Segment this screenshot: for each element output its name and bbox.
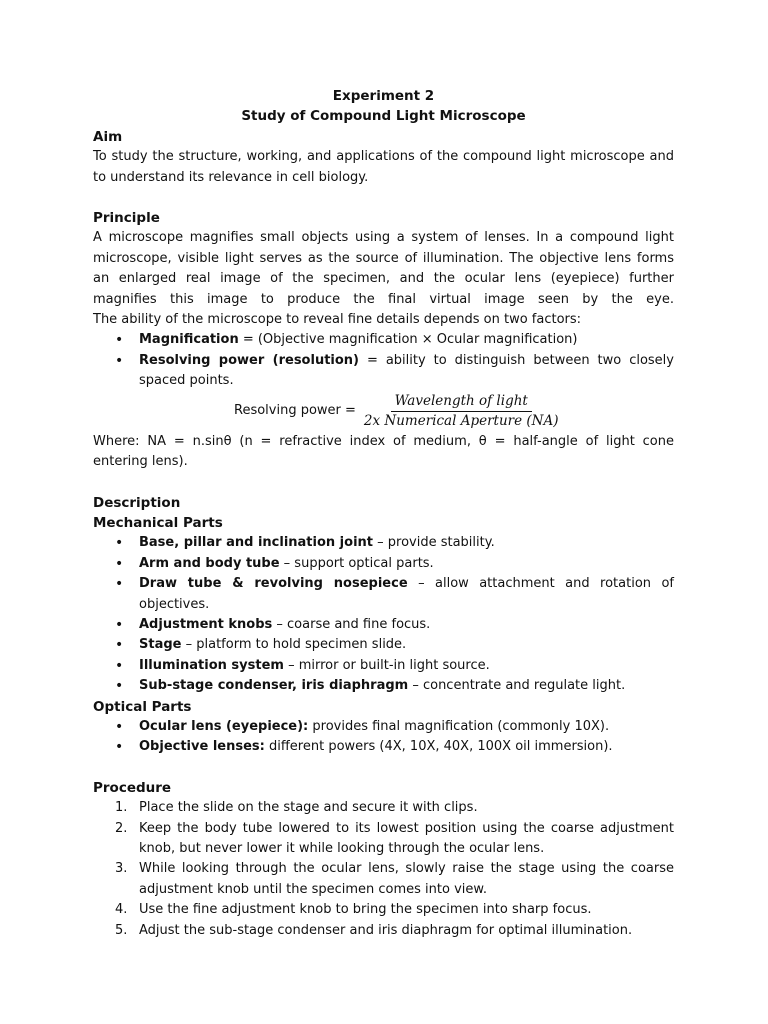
factor-term: Resolving power (resolution): [139, 352, 359, 368]
list-item: [93, 656, 674, 676]
list-item: [93, 737, 674, 757]
list-item: [93, 615, 674, 635]
part-desc: – provide stability.: [373, 535, 495, 551]
part-term: Draw tube & revolving nosepiece: [139, 576, 408, 592]
factor-desc: = ability to distinguish between two closely spaced points.: [139, 352, 674, 389]
optical-parts-list: [93, 717, 674, 758]
part-desc: provides final magnification (commonly 10X).: [308, 718, 610, 734]
list-item: [93, 574, 674, 615]
part-desc: – concentrate and regulate light.: [408, 678, 626, 694]
principle-paragraph-1: A microscope magnifies small objects using a system of lenses. In a compound light microscope, visible light serves as the source of illumination. The objective lens forms an enlarged real image of the specimen, and the ocular lens (eyepiece) further magnifies this image to produce the final virtual image seen by the eye.: [93, 230, 674, 307]
step-number: 2.: [115, 820, 128, 836]
step-text: Place the slide on the stage and secure it with clips.: [139, 800, 478, 816]
step-text: Adjust the sub-stage condenser and iris diaphragm for optimal illumination.: [139, 922, 633, 938]
list-item: [93, 330, 674, 350]
description-heading: Description: [93, 494, 181, 511]
step-number: 5.: [115, 922, 128, 938]
principle-heading: Principle: [93, 210, 160, 227]
principle-where: Where: NA = n.sinθ (n = refractive index of medium, θ = half-angle of light cone entering lens).: [93, 433, 674, 470]
part-desc: – allow attachment and rotation of objectives.: [139, 576, 674, 612]
part-desc: – coarse and fine focus.: [272, 616, 431, 632]
step-number: 4.: [115, 902, 128, 918]
formula-numerator: Wavelength of light: [391, 393, 532, 412]
part-term: Arm and body tube: [139, 555, 280, 571]
list-item: [93, 921, 674, 941]
list-item: [93, 900, 674, 920]
list-item: [93, 351, 674, 392]
formula-fraction: [360, 393, 563, 430]
step-number: 1.: [115, 800, 128, 816]
aim-heading: Aim: [93, 128, 123, 145]
part-desc: different powers (4X, 10X, 40X, 100X oil immersion).: [264, 739, 613, 755]
factor-term: Magnification: [139, 332, 239, 348]
list-item: [93, 554, 674, 574]
optical-parts-heading: Optical Parts: [93, 698, 192, 715]
factor-desc: = (Objective magnification × Ocular magnification): [238, 332, 578, 348]
resolving-power-formula: [93, 392, 674, 432]
list-item: [93, 533, 674, 553]
formula-lhs: Resolving power =: [234, 403, 356, 419]
part-term: Objective lenses:: [139, 739, 265, 755]
list-item: [93, 717, 674, 737]
principle-factors-list: [93, 330, 674, 391]
step-number: 3.: [115, 861, 128, 877]
procedure-steps-list: [93, 798, 674, 941]
principle-paragraph-2: The ability of the microscope to reveal fine details depends on two factors:: [93, 312, 582, 328]
part-term: Adjustment knobs: [139, 616, 273, 632]
part-term: Stage: [139, 637, 182, 653]
step-text: While looking through the ocular lens, slowly raise the stage using the coarse adjustment knob until the specimen comes into view.: [139, 861, 674, 897]
list-item: [93, 859, 674, 900]
list-item: [93, 635, 674, 655]
step-text: Use the fine adjustment knob to bring the specimen into sharp focus.: [139, 902, 592, 918]
list-item: [93, 676, 674, 696]
procedure-heading: Procedure: [93, 779, 172, 796]
mechanical-parts-list: [93, 533, 674, 696]
part-term: Illumination system: [139, 657, 284, 673]
part-desc: – support optical parts.: [279, 555, 434, 571]
part-term: Sub-stage condenser, iris diaphragm: [139, 678, 409, 694]
mechanical-parts-heading: Mechanical Parts: [93, 514, 223, 531]
page-subtitle: Study of Compound Light Microscope: [241, 108, 526, 125]
part-desc: – mirror or built-in light source.: [283, 657, 490, 673]
part-term: Base, pillar and inclination joint: [139, 535, 373, 551]
page-title: Experiment 2: [332, 88, 435, 104]
document-page: [93, 86, 674, 941]
list-item: [93, 819, 674, 860]
part-desc: – platform to hold specimen slide.: [181, 637, 407, 653]
formula-denominator: 2x Numerical Aperture (NA): [363, 413, 559, 430]
list-item: [93, 798, 674, 818]
aim-text: To study the structure, working, and applications of the compound light microscope and to understand its relevance in cell biology.: [93, 149, 674, 185]
part-term: Ocular lens (eyepiece):: [139, 718, 309, 734]
step-text: Keep the body tube lowered to its lowest position using the coarse adjustment knob, but never lower it while looking through the ocular lens.: [139, 820, 674, 856]
